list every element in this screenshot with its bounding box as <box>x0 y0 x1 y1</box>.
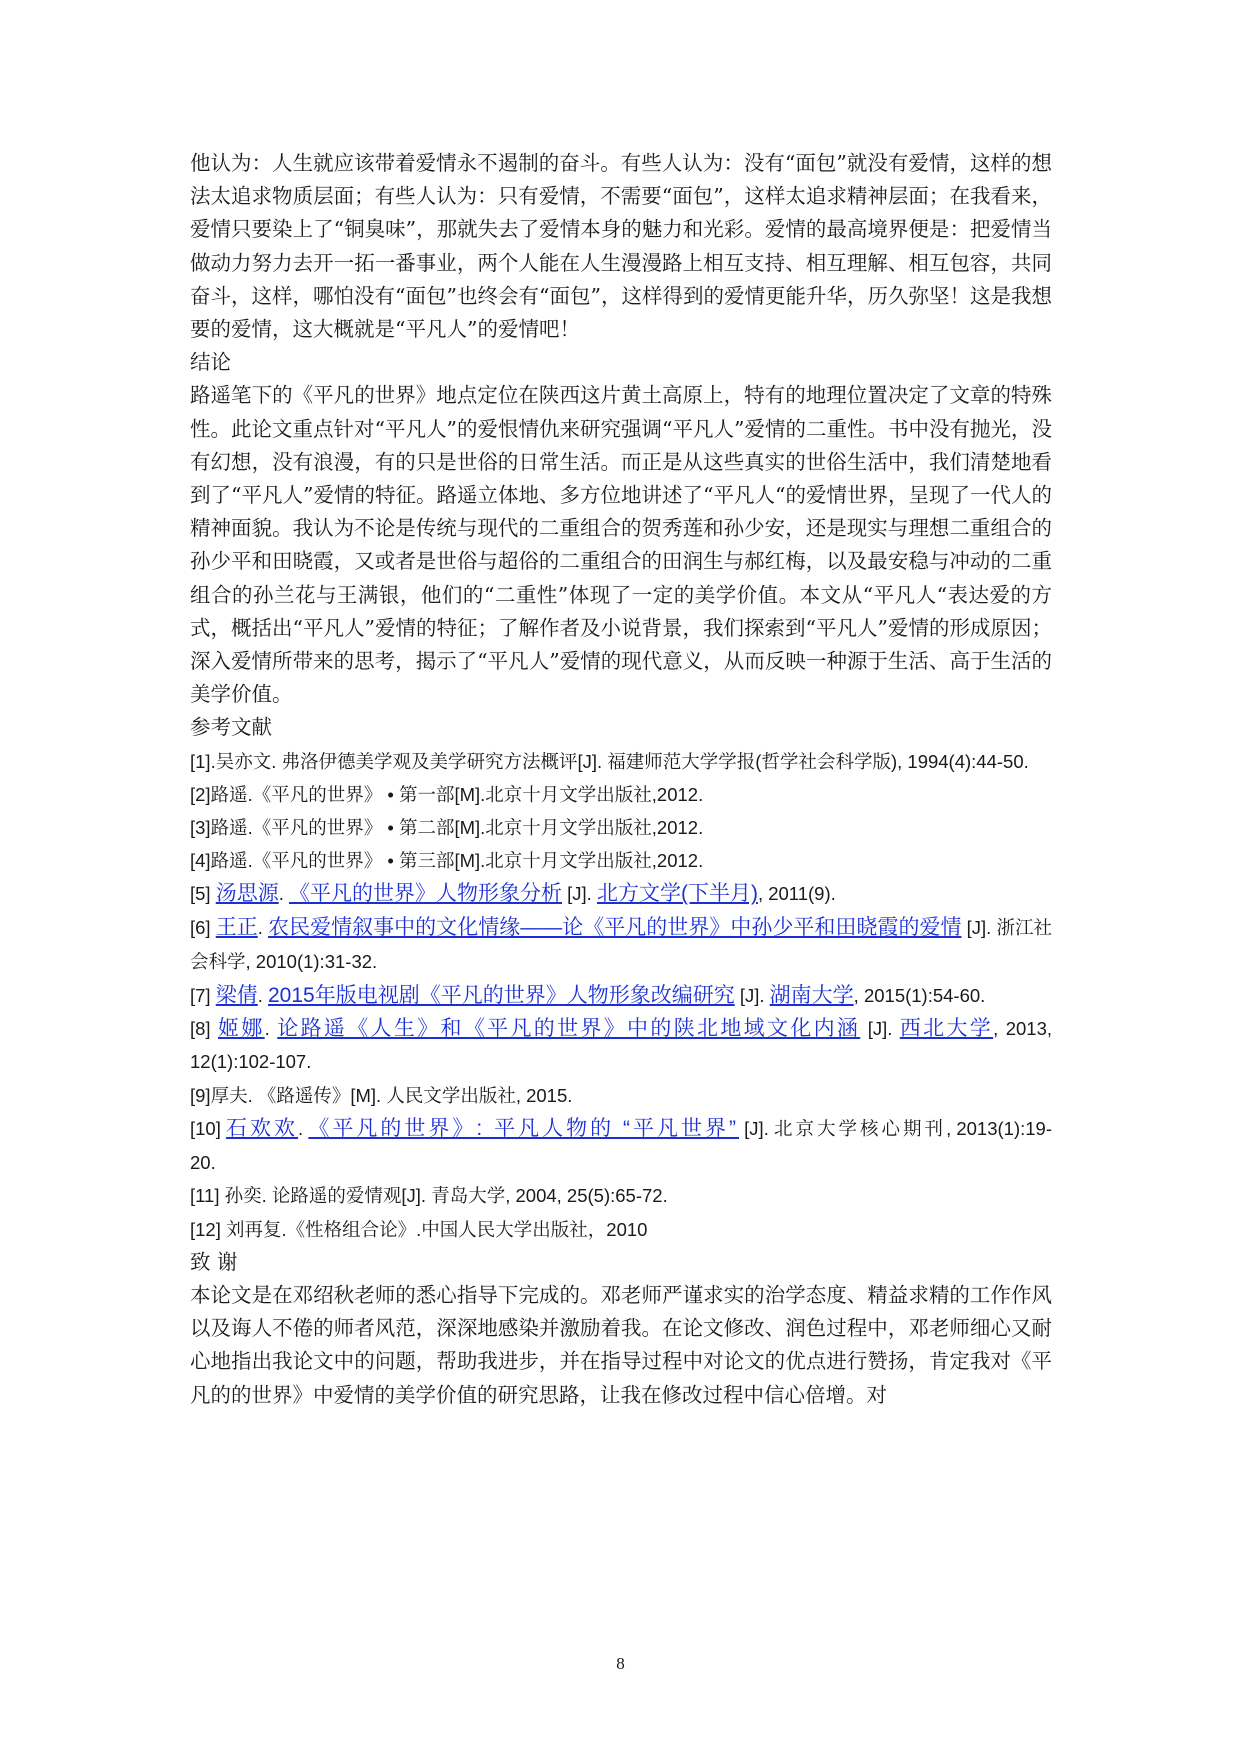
title-link[interactable]: 论路遥《人生》和《平凡的世界》中的陕北地域文化内涵 <box>277 1017 861 1041</box>
author-link[interactable]: 汤思源 <box>215 882 279 906</box>
journal-link[interactable]: 湖南大学 <box>769 984 854 1008</box>
separator: . <box>278 883 289 905</box>
reference-source: 浙江社会科学 <box>190 917 1053 973</box>
reference-7 <box>190 979 1052 1012</box>
reference-tail: , 2011(9). <box>757 883 836 905</box>
page-content <box>190 147 1052 1412</box>
reference-tail: , 2010(1):31-32. <box>245 950 378 972</box>
references-heading: 参考文献 <box>190 715 272 740</box>
separator: . <box>264 1018 278 1040</box>
journal-link[interactable]: 北方文学(下半月) <box>596 882 758 906</box>
reference-number: [10] <box>190 1117 227 1139</box>
reference-6 <box>190 911 1052 979</box>
page-number: 8 <box>616 1654 625 1673</box>
author-link[interactable]: 梁倩 <box>215 984 258 1008</box>
reference-type: [J]. <box>860 1018 900 1040</box>
reference-type: [J]. <box>734 985 770 1007</box>
reference-4: [4]路遥.《平凡的世界》 • 第三部[M].北京十月文学出版社,2012. <box>190 850 704 872</box>
acknowledgement-paragraph: 本论文是在邓绍秋老师的悉心指导下完成的。邓老师严谨求实的治学态度、精益求精的工作作风以及诲人不倦的师者风范，深深地感染并激励着我。在论文修改、润色过程中，邓老师细心又耐心地指出我论文中的问题，帮助我进步，并在指导过程中对论文的优点进行赞扬，肯定我对《平凡的的世界》中爱情的美学价值的研究思路，让我在修改过程中信心倍增。对 <box>190 1282 1052 1407</box>
reference-8 <box>190 1012 1052 1078</box>
reference-5 <box>190 877 1052 910</box>
reference-12: [12] 刘再复.《性格组合论》.中国人民大学出版社，2010 <box>190 1218 648 1240</box>
reference-tail: , 2013, 12(1):102-107. <box>190 1018 1053 1073</box>
reference-number: [7] <box>190 985 216 1007</box>
separator: . <box>298 1117 309 1139</box>
reference-number: [8] <box>190 1018 219 1040</box>
reference-source: 北京大学核心期刊 <box>773 1118 947 1140</box>
reference-11: [11] 孙奕. 论路遥的爱情观[J]. 青岛大学, 2004, 25(5):65-72. <box>190 1185 668 1207</box>
author-link[interactable]: 王正 <box>215 915 258 939</box>
reference-9: [9]厚夫. 《路遥传》[M]. 人民文学出版社, 2015. <box>190 1084 573 1106</box>
reference-type: [J]. <box>961 916 997 938</box>
reference-10 <box>190 1112 1052 1179</box>
reference-tail: , 2013(1):19-20. <box>190 1117 1052 1174</box>
conclusion-paragraph: 路遥笔下的《平凡的世界》地点定位在陕西这片黄土高原上，特有的地理位置决定了文章的特殊性。此论文重点针对“平凡人”的爱恨情仇来研究强调“平凡人”爱情的二重性。书中没有抛光，没有幻想，没有浪漫，有的只是世俗的日常生活。而正是从这些真实的世俗生活中，我们清楚地看到了“平凡人”爱情的特征。路遥立体地、多方位地讲述了“平凡人“的爱情世界，呈现了一代人的精神面貌。我认为不论是传统与现代的二重组合的贺秀莲和孙少安，还是现实与理想二重组合的孙少平和田晓霞，又或者是世俗与超俗的二重组合的田润生与郝红梅，以及最安稳与冲动的二重组合的孙兰花与王满银，他们的“二重性”体现了一定的美学价值。本文从“平凡人“表达爱的方式，概括出“平凡人”爱情的特征；了解作者及小说背景，我们探索到“平凡人”爱情的形成原因；深入爱情所带来的思考，揭示了“平凡人”爱情的现代意义，从而反映一种源于生活、高于生活的美学价值。 <box>190 383 1052 707</box>
separator: . <box>257 916 269 938</box>
reference-2: [2]路遥.《平凡的世界》 • 第一部[M].北京十月文学出版社,2012. <box>190 783 704 805</box>
body-paragraph: 他认为：人生就应该带着爱情永不遏制的奋斗。有些人认为：没有“面包”就没有爱情，这样的想法太追求物质层面；有些人认为：只有爱情，不需要“面包”，这样太追求精神层面；在我看来，爱情只要染上了“铜臭味”，那就失去了爱情本身的魅力和光彩。爱情的最高境界便是：把爱情当做动力努力去开一拓一番事业，两个人能在人生漫漫路上相互支持、相互理解、相互包容，共同奋斗，这样，哪怕没有“面包”也终会有“面包”，这样得到的爱情更能升华，历久弥坚！这是我想要的爱情，这大概就是“平凡人”的爱情吧！ <box>190 151 1052 342</box>
reference-type: [J]. <box>562 883 597 905</box>
reference-number: [6] <box>190 916 216 938</box>
separator: . <box>257 985 268 1007</box>
reference-1: [1].吴亦文. 弗洛伊德美学观及美学研究方法概评[J]. 福建师范大学学报(哲学社会科学版), 1994(4):44-50. <box>190 750 1029 772</box>
conclusion-heading: 结论 <box>190 350 231 375</box>
reference-type: [J]. <box>739 1117 774 1139</box>
author-link[interactable]: 姬娜 <box>218 1017 265 1041</box>
reference-tail: , 2015(1):54-60. <box>853 985 986 1007</box>
title-link[interactable]: 《平凡的世界》: 平凡人物的 “平凡世界” <box>308 1116 740 1140</box>
reference-3: [3]路遥.《平凡的世界》 • 第二部[M].北京十月文学出版社,2012. <box>190 817 704 839</box>
reference-number: [5] <box>190 883 216 905</box>
title-link[interactable]: 农民爱情叙事中的文化情缘——论《平凡的世界》中孙少平和田晓霞的爱情 <box>268 915 962 939</box>
author-link[interactable]: 石欢欢 <box>226 1116 299 1140</box>
journal-link[interactable]: 西北大学 <box>899 1017 994 1041</box>
title-link[interactable]: 《平凡的世界》人物形象分析 <box>289 882 562 906</box>
title-link[interactable]: 2015年版电视剧《平凡的世界》人物形象改编研究 <box>268 984 735 1008</box>
acknowledgement-heading: 致 谢 <box>190 1249 238 1274</box>
